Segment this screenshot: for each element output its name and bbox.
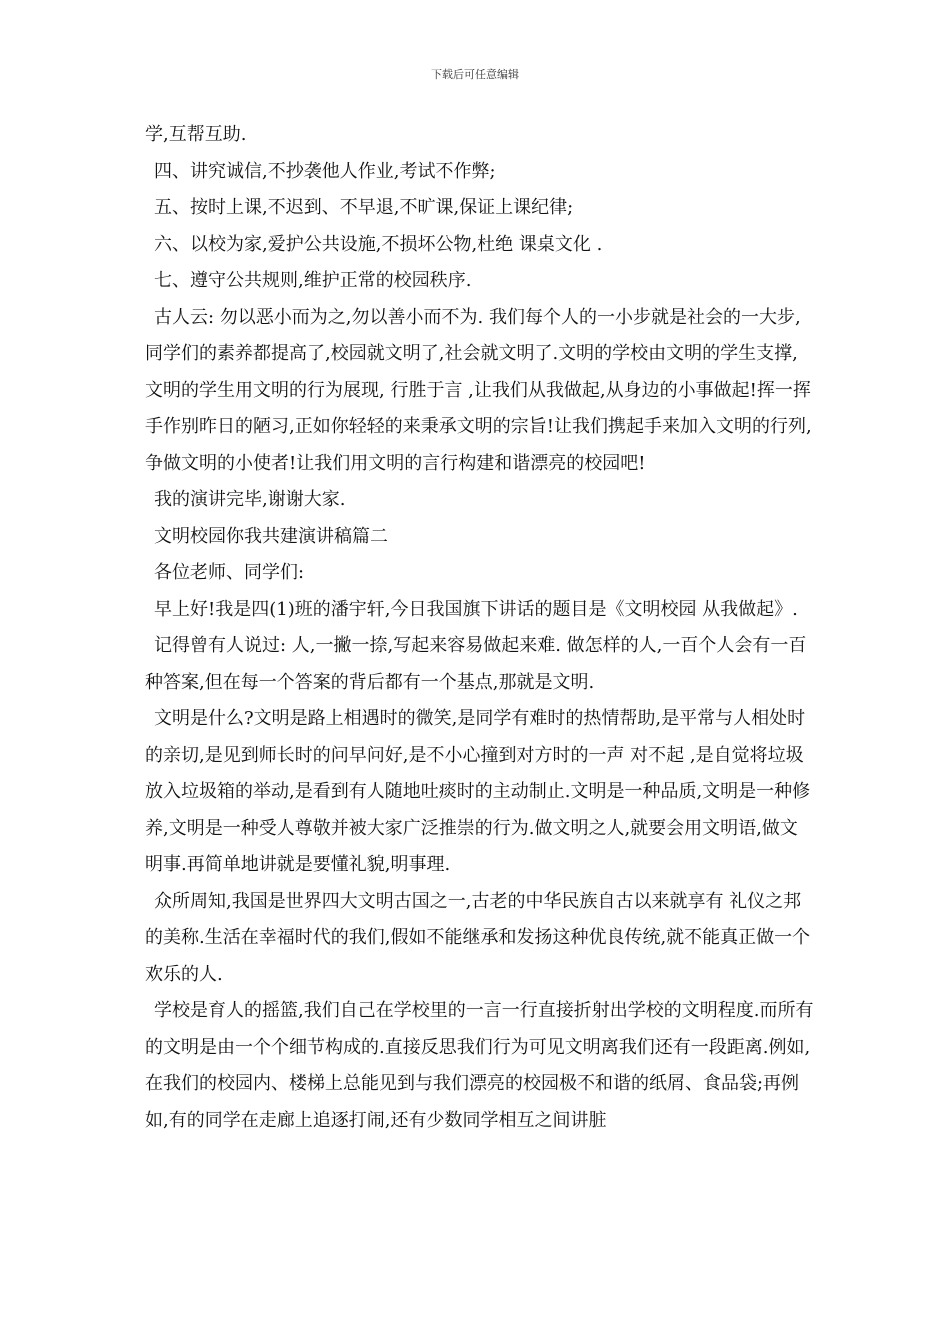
paragraph: 古人云: 勿以恶小而为之,勿以善小而不为. 我们每个人的一小步就是社会的一大步,同学们的素养都提高了,校园就文明了,社会就文明了.文明的学校由文明的学生支撑,文明的学生用文明的行为展现, 行胜于言 ,让我们从我做起,从身边的小事做起!挥一挥手作别昨日的陋习,正如你轻轻的来秉承文明的宗旨!让我们携起手来加入文明的行列,争做文明的小使者!让我们用文明的言行构建和谐漂亮的校园吧! (145, 306, 812, 474)
paragraph: 记得曾有人说过: 人,一撇一捺,写起来容易做起来难. 做怎样的人,一百个人会有一百种答案,但在每一个答案的背后都有一个基点,那就是文明. (145, 635, 807, 693)
document-body (145, 117, 815, 1139)
paragraph: 我的演讲完毕,谢谢大家. (154, 489, 346, 510)
paragraph: 众所周知,我国是世界四大文明古国之一,古老的中华民族自古以来就享有 礼仪之邦 的美称.生活在幸福时代的我们,假如不能继承和发扬这种优良传统,就不能真正做一个欢乐的人. (145, 890, 811, 985)
paragraph: 各位老师、同学们: (154, 562, 305, 583)
paragraph: 四、讲究诚信,不抄袭他人作业,考试不作弊; (154, 160, 496, 182)
paragraph: 学校是育人的摇篮,我们自己在学校里的一言一行直接折射出学校的文明程度.而所有的文明是由一个个细节构成的.直接反思我们行为可见文明离我们还有一段距离.例如,在我们的校园内、楼梯上总能见到与我们漂亮的校园极不和谐的纸屑、食品袋;再例如,有的同学在走廊上追逐打闹,还有少数同学相互之间讲脏 (145, 1000, 814, 1131)
paragraph: 文明校园你我共建演讲稿篇二 (154, 525, 388, 547)
page-header: 下载后可任意编辑 (431, 68, 519, 81)
paragraph: 七、遵守公共规则,维护正常的校园秩序. (154, 270, 472, 291)
paragraph: 早上好!我是四(1)班的潘宇轩,今日我国旗下讲话的题目是《文明校园 从我做起》. (154, 598, 798, 620)
paragraph: 文明是什么?文明是路上相遇时的微笑,是同学有难时的热情帮助,是平常与人相处时的亲切,是见到师长时的问早问好,是不小心撞到对方时的一声 对不起 ,是自觉将垃圾放入垃圾箱的举动,是看到有人随地吐痰时的主动制止.文明是一种品质,文明是一种修养,文明是一种受人尊敬并被大家广泛推崇的行为.做文明之人,就要会用文明语,做文明事.再简单地讲就是要懂礼貌,明事理. (145, 708, 811, 875)
paragraph: 五、按时上课,不迟到、不早退,不旷课,保证上课纪律; (154, 197, 574, 218)
paragraph: 学,互帮互助. (145, 124, 247, 145)
paragraph: 六、以校为家,爱护公共设施,不损坏公物,杜绝 课桌文化 . (154, 233, 603, 255)
